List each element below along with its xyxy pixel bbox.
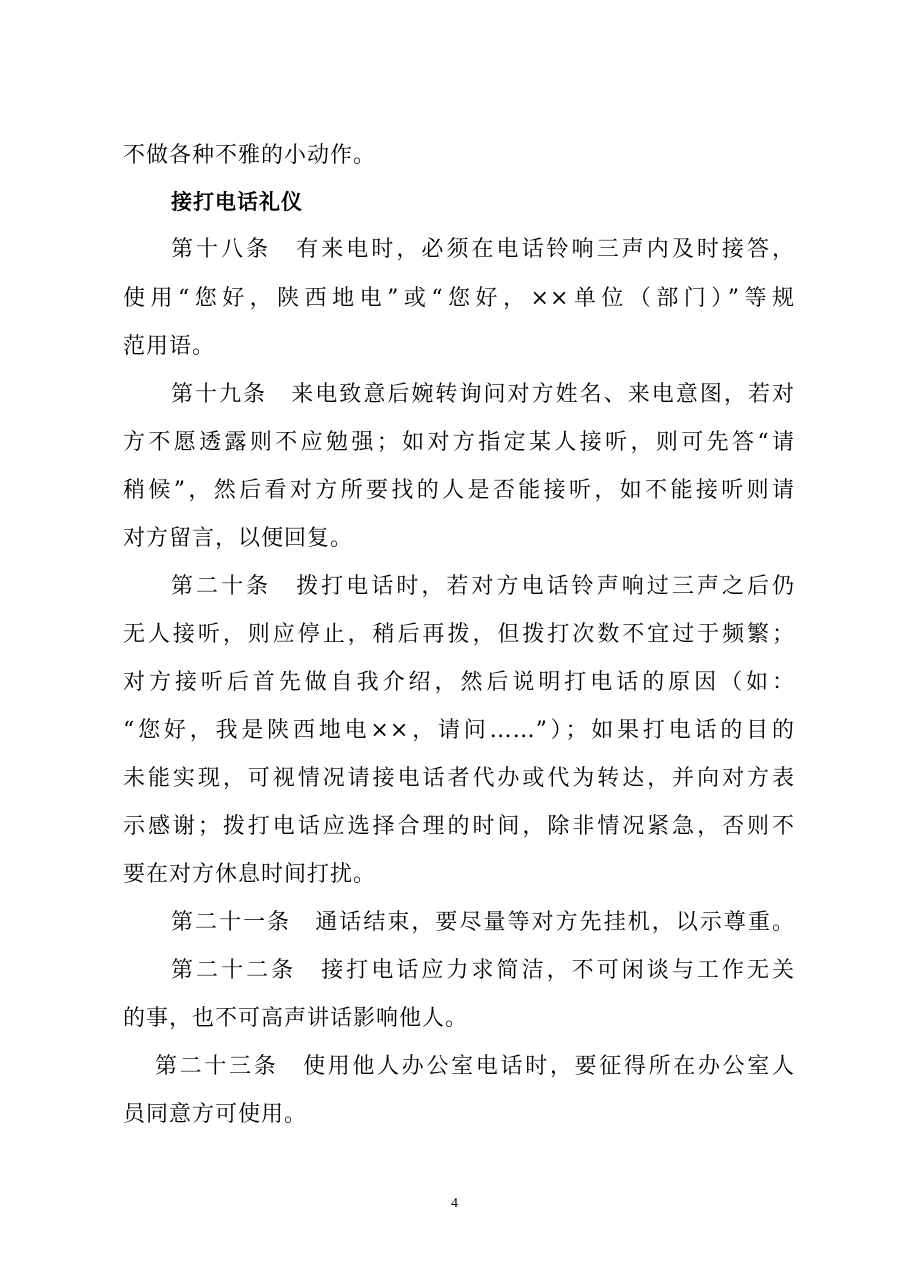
article-23-line: 第二十三条 使用他人办公室电话时，要征得所在办公室人 xyxy=(155,1054,795,1079)
article-20-line: “您好，我是陕西地电××，请问……”）；如果打电话的目的 xyxy=(123,718,795,743)
article-22-line: 第二十二条 接打电话应力求简洁，不可闲谈与工作无关 xyxy=(171,958,795,983)
article-20-line: 无人接听，则应停止，稍后再拨，但拨打次数不宜过于频繁； xyxy=(123,622,795,647)
article-21-line: 第二十一条 通话结束，要尽量等对方先挂机，以示尊重。 xyxy=(171,910,795,935)
article-20-line: 未能实现，可视情况请接电话者代办或代为转达，并向对方表 xyxy=(123,766,795,791)
article-19-line: 第十九条 来电致意后婉转询问对方姓名、来电意图，若对 xyxy=(171,382,795,407)
article-20-line: 对方接听后首先做自我介绍，然后说明打电话的原因（如： xyxy=(123,670,795,695)
article-18-line: 第十八条 有来电时，必须在电话铃响三声内及时接答， xyxy=(171,237,795,262)
article-22-line: 的事，也不可高声讲话影响他人。 xyxy=(123,1006,469,1031)
article-19-line: 方不愿透露则不应勉强；如对方指定某人接听，则可先答“请 xyxy=(123,430,795,455)
article-19-line: 稍候”，然后看对方所要找的人是否能接听，如不能接听则请 xyxy=(123,478,795,503)
article-18-line: 使用“您好，陕西地电”或“您好，××单位（部门）”等规 xyxy=(123,286,795,311)
article-20-line: 第二十条 拨打电话时，若对方电话铃声响过三声之后仍 xyxy=(171,574,795,599)
page-number: 4 xyxy=(451,1196,458,1211)
article-23-line: 员同意方可使用。 xyxy=(123,1102,308,1127)
article-18-line: 范用语。 xyxy=(123,334,216,359)
text-line: 不做各种不雅的小动作。 xyxy=(123,143,377,168)
section-heading: 接打电话礼仪 xyxy=(171,190,303,214)
article-19-line: 对方留言，以便回复。 xyxy=(123,526,354,551)
article-20-line: 要在对方休息时间打扰。 xyxy=(123,862,377,887)
article-20-line: 示感谢；拨打电话应选择合理的时间，除非情况紧急，否则不 xyxy=(123,814,795,839)
